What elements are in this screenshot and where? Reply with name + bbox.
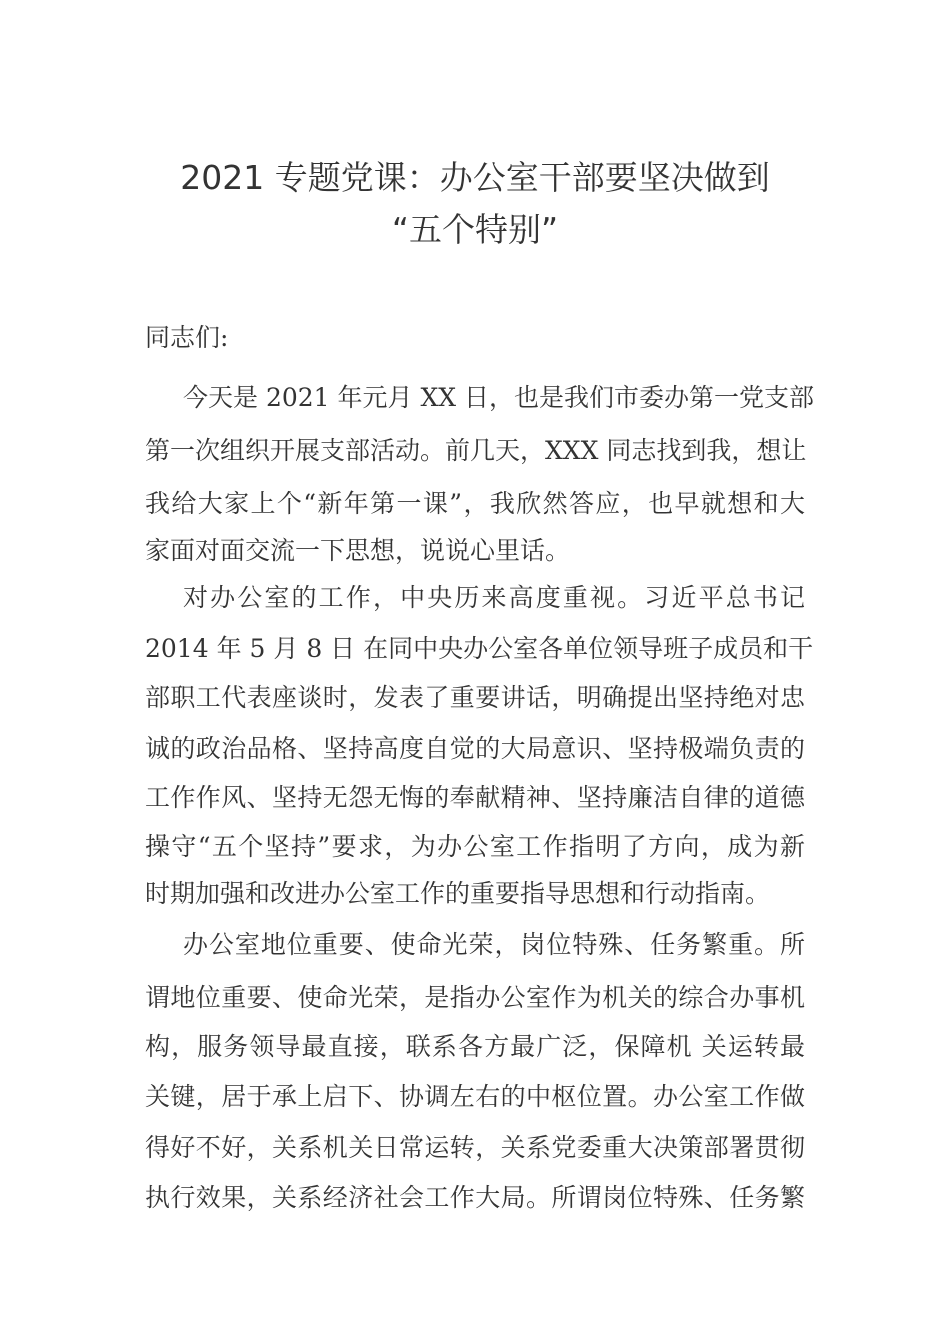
body-line: 家面对面交流一下思想，说说心里话。: [145, 536, 571, 565]
body-line: 谓地位重要、使命光荣，是指办公室作为机关的综合办事机: [145, 983, 805, 1012]
body-line: 操守“五个坚持”要求，为办公室工作指明了方向，成为新: [145, 832, 805, 861]
body-line: 诚的政治品格、坚持高度自觉的大局意识、坚持极端负责的: [145, 734, 805, 763]
body-line: 工作作风、坚持无怨无悔的奉献精神、坚持廉洁自律的道德: [145, 783, 805, 812]
body-line: 第一次组织开展支部活动。前几天，XXX 同志找到我，想让: [145, 436, 807, 465]
body-line: 对办公室的工作，中央历来高度重视。习近平总书记: [183, 583, 805, 612]
body-line: 得好不好，关系机关日常运转，关系党委重大决策部署贯彻: [145, 1133, 805, 1162]
body-line: 关键，居于承上启下、协调左右的中枢位置。办公室工作做: [145, 1082, 805, 1111]
body-line: 2014 年 5 月 8 日 在同中央办公室各单位领导班子成员和干: [145, 634, 814, 663]
body-line: 部职工代表座谈时，发表了重要讲话，明确提出坚持绝对忠: [145, 683, 805, 712]
body-line: 时期加强和改进办公室工作的重要指导思想和行动指南。: [145, 879, 771, 908]
body-line: 今天是 2021 年元月 XX 日，也是我们市委办第一党支部: [183, 383, 815, 412]
body-line: 办公室地位重要、使命光荣，岗位特殊、任务繁重。所: [183, 930, 805, 959]
body-line: 执行效果，关系经济社会工作大局。所谓岗位特殊、任务繁: [145, 1183, 805, 1212]
document-title-line-2: “五个特别”: [391, 210, 559, 249]
body-line: 构，服务领导最直接，联系各方最广泛，保障机 关运转最: [145, 1032, 805, 1061]
document-title-line-1: 2021 专题党课：办公室干部要坚决做到: [180, 158, 770, 197]
body-line: 我给大家上个“新年第一课”，我欣然答应，也早就想和大: [145, 489, 805, 518]
salutation: 同志们:: [145, 323, 229, 352]
